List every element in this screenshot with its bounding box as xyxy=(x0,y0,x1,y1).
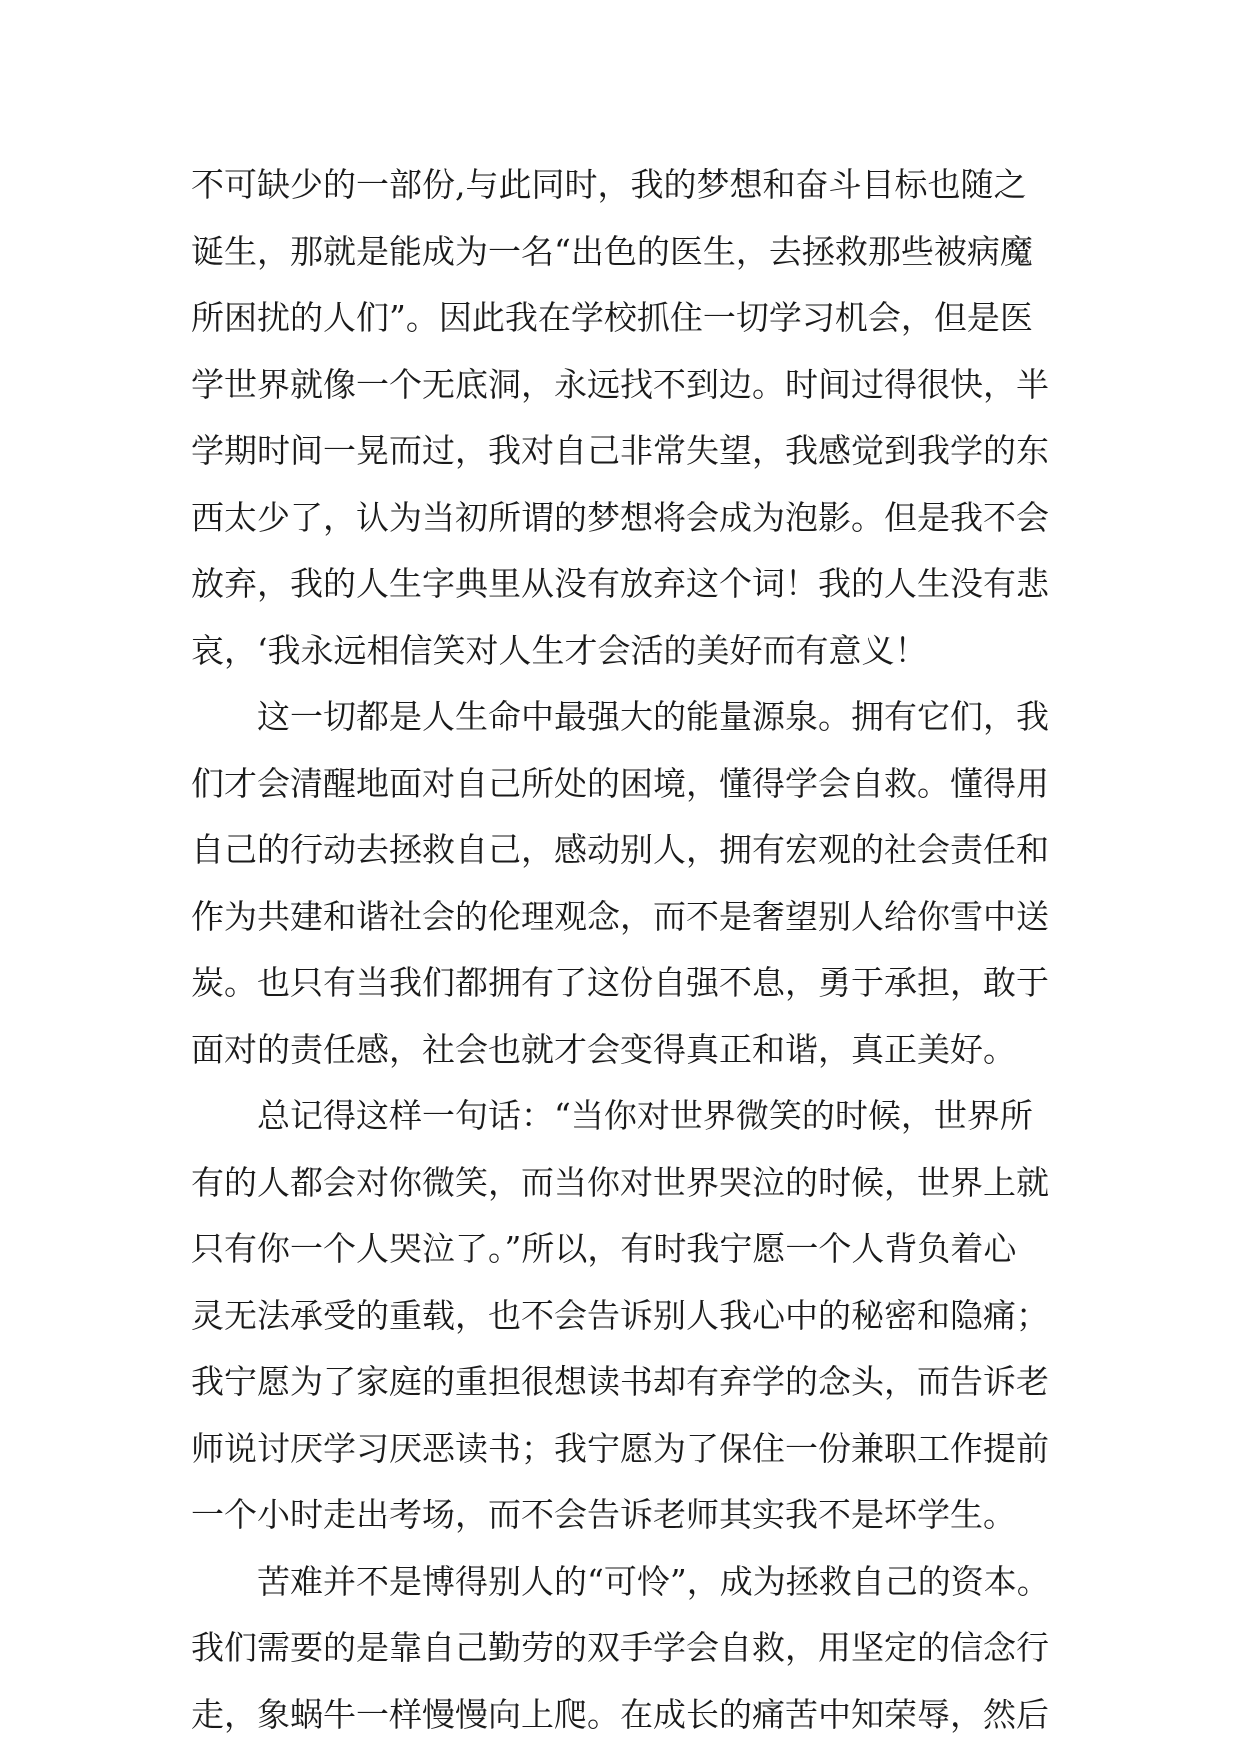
text-line: 只有你一个人哭泣了。”所以，有时我宁愿一个人背负着心 xyxy=(191,1224,1071,1291)
text-line: 所困扰的人们”。因此我在学校抓住一切学习机会，但是医 xyxy=(191,293,1071,360)
text-line: 走，象蜗牛一样慢慢向上爬。在成长的痛苦中知荣辱，然后 xyxy=(191,1690,1071,1756)
text-line: 诞生，那就是能成为一名“出色的医生，去拯救那些被病魔 xyxy=(191,227,1071,294)
text-line: 炭。也只有当我们都拥有了这份自强不息，勇于承担，敢于 xyxy=(191,958,1071,1025)
text-line: 不可缺少的一部份,与此同时，我的梦想和奋斗目标也随之 xyxy=(191,160,1071,227)
text-line: 自己的行动去拯救自己，感动别人，拥有宏观的社会责任和 xyxy=(191,825,1071,892)
paragraph-first-line: 苦难并不是博得别人的“可怜”，成为拯救自己的资本。 xyxy=(191,1557,1071,1624)
text-line: 我宁愿为了家庭的重担很想读书却有弃学的念头，而告诉老 xyxy=(191,1357,1071,1424)
text-line: 师说讨厌学习厌恶读书；我宁愿为了保住一份兼职工作提前 xyxy=(191,1424,1071,1491)
text-line: 灵无法承受的重载，也不会告诉别人我心中的秘密和隐痛； xyxy=(191,1291,1071,1358)
text-line: 一个小时走出考场，而不会告诉老师其实我不是坏学生。 xyxy=(191,1490,1071,1557)
body-text xyxy=(191,160,1071,1756)
text-line: 学期时间一晃而过，我对自己非常失望，我感觉到我学的东 xyxy=(191,426,1071,493)
text-line: 哀，‘我永远相信笑对人生才会活的美好而有意义！ xyxy=(191,626,1071,693)
text-line: 我们需要的是靠自己勤劳的双手学会自救，用坚定的信念行 xyxy=(191,1623,1071,1690)
text-line: 作为共建和谐社会的伦理观念，而不是奢望别人给你雪中送 xyxy=(191,892,1071,959)
paragraph-first-line: 总记得这样一句话：“当你对世界微笑的时候，世界所 xyxy=(191,1091,1071,1158)
text-line: 放弃，我的人生字典里从没有放弃这个词！我的人生没有悲 xyxy=(191,559,1071,626)
text-line: 西太少了，认为当初所谓的梦想将会成为泡影。但是我不会 xyxy=(191,493,1071,560)
text-line: 们才会清醒地面对自己所处的困境，懂得学会自救。懂得用 xyxy=(191,759,1071,826)
text-line: 有的人都会对你微笑，而当你对世界哭泣的时候，世界上就 xyxy=(191,1158,1071,1225)
text-line: 面对的责任感，社会也就才会变得真正和谐，真正美好。 xyxy=(191,1025,1071,1092)
text-line: 学世界就像一个无底洞，永远找不到边。时间过得很快，半 xyxy=(191,360,1071,427)
paragraph-first-line: 这一切都是人生命中最强大的能量源泉。拥有它们，我 xyxy=(191,692,1071,759)
